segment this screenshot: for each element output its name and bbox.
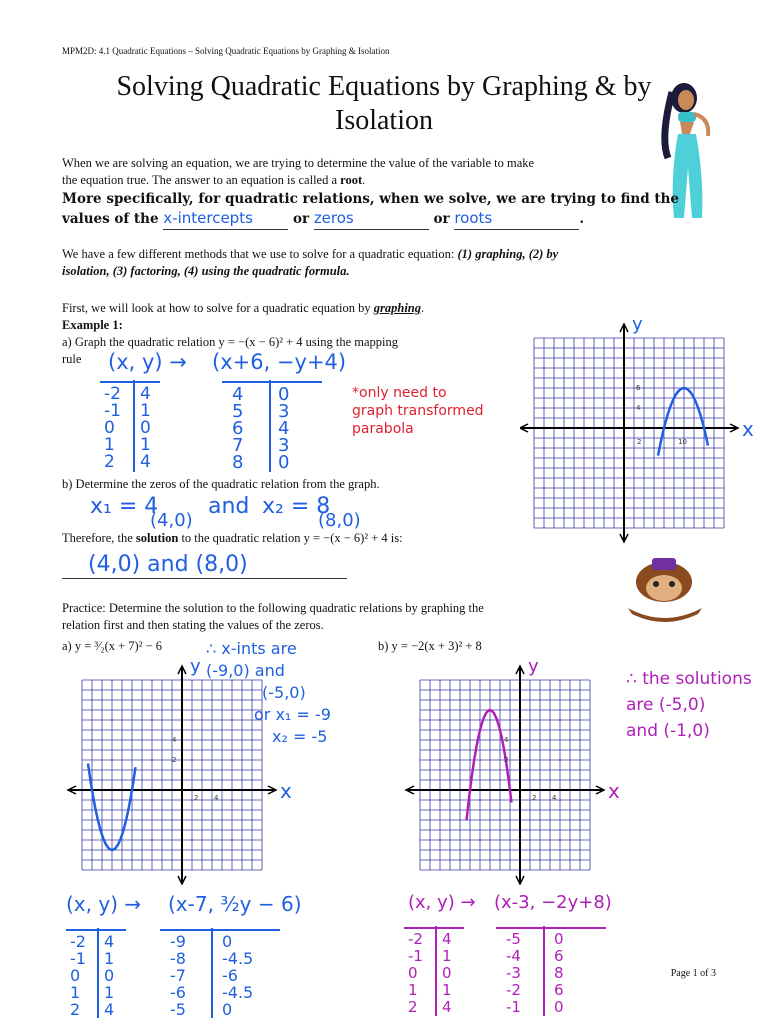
practice-b-map-right: (x-3, −2y+8)	[494, 892, 612, 913]
table-cell: 0	[278, 452, 290, 473]
tick-label: 2	[532, 794, 537, 802]
y-axis-label: y	[632, 314, 643, 335]
practice-a-equation: a) y = ³⁄₂(x + 7)² − 6	[62, 639, 162, 653]
table-cell: 6	[554, 981, 564, 999]
monkey-illustration	[618, 548, 710, 628]
table-cell: 2	[104, 452, 115, 472]
table-cell: -3	[506, 964, 521, 982]
table-cell: 8	[554, 964, 564, 982]
table-cell: -4	[506, 947, 521, 965]
table-cell: -2	[104, 384, 121, 404]
table-cell: 4	[442, 930, 452, 948]
table-cell: -4.5	[222, 949, 254, 968]
zero-2: x₂ = 8	[262, 494, 331, 519]
table-cell: 0	[140, 418, 151, 438]
table-cell: 1	[140, 401, 151, 421]
table-cell: 1	[104, 949, 115, 968]
table-cell: 1	[104, 435, 115, 455]
example1-part-a: a) Graph the quadratic relation y = −(x − 6)² + 4 using the mapping rule	[62, 335, 399, 366]
table-cell: 2	[70, 1000, 81, 1019]
methods-paragraph: We have a few different methods that we use to solve for a quadratic equation: (1) graphing, (2) by isolation, (3) factoring, (4) using the quadratic formula.	[62, 247, 559, 278]
table-cell: -6	[222, 966, 238, 985]
table-cell: 6	[554, 947, 564, 965]
table-cell: -2	[70, 932, 86, 951]
practice-instructions: Practice: Determine the solution to the following quadratic relations by graphing the relation first and then stating the values of the zeros.	[62, 601, 484, 632]
table-cell: 4	[140, 384, 151, 404]
x-axis-label: x	[742, 417, 754, 441]
table-cell: 1	[442, 947, 452, 965]
zero-2-point: (8,0)	[318, 510, 361, 531]
table-cell: -2	[408, 930, 423, 948]
table-cell: -1	[104, 401, 121, 421]
intro-paragraph: When we are solving an equation, we are trying to determine the value of the variable to make the equation true. The answer to an equation is called a root.	[62, 156, 535, 187]
table-cell: 4	[140, 452, 151, 472]
answer-roots: roots	[454, 209, 493, 227]
table-cell: 4	[232, 384, 244, 405]
y-axis-label: y	[190, 656, 201, 677]
table-cell: 0	[278, 384, 290, 405]
answer-x-intercepts: x-intercepts	[163, 209, 253, 227]
x-axis-label: x	[280, 779, 292, 803]
tick-label: 4	[172, 736, 177, 744]
mapping-rule-right: (x+6, −y+4)	[212, 350, 347, 374]
intro-bold: More specifically, for quadratic relations, when we solve, we are trying to find the values of the x-intercepts or zeros or roots .	[62, 190, 682, 230]
table-cell: 1	[104, 983, 115, 1002]
table-cell: -5	[506, 930, 521, 948]
table-cell: -1	[408, 947, 423, 965]
solution-blank	[62, 552, 347, 579]
table-cell: 6	[232, 418, 244, 439]
practice-a-answer: ∴ x-ints are (-9,0) and (-5,0) or x₁ = -9 x₂ = -5	[206, 639, 331, 746]
example1-label: Example 1:	[62, 318, 123, 332]
practice-b-graph	[400, 650, 650, 885]
practice-b-map-left: (x, y) →	[408, 892, 476, 913]
y-axis-label: y	[528, 656, 539, 677]
document-header: MPM2D: 4.1 Quadratic Equations – Solving Quadratic Equations by Graphing & Isolation	[62, 46, 390, 56]
table-cell: -1	[70, 949, 86, 968]
table-cell: -4.5	[222, 983, 254, 1002]
table-cell: 5	[232, 401, 244, 422]
table-cell: -7	[170, 966, 186, 985]
practice-b-equation: b) y = −2(x + 3)² + 8	[378, 639, 482, 653]
table-cell: 0	[554, 930, 564, 948]
handwritten-note: *only need to graph transformed parabola	[352, 385, 484, 437]
table-cell: 0	[554, 998, 564, 1016]
page-title: Solving Quadratic Equations by Graphing & by Isolation	[116, 71, 652, 136]
tick-label: 4	[552, 794, 557, 802]
table-cell: 3	[278, 401, 290, 422]
table-cell: -8	[170, 949, 186, 968]
practice-a-map-right: (x-7, ³⁄₂y − 6)	[168, 892, 302, 916]
table-cell: 0	[442, 964, 452, 982]
tick-label: 2	[172, 756, 177, 764]
table-cell: -5	[170, 1000, 186, 1019]
therefore-line: Therefore, the solution to the quadratic relation y = −(x − 6)² + 4 is:	[62, 531, 403, 545]
tick-label: 2	[194, 794, 199, 802]
practice-a-map-left: (x, y) →	[66, 892, 142, 916]
and-word: and	[208, 494, 250, 519]
tick-label: 2	[504, 756, 509, 764]
tick-label: 4	[214, 794, 219, 802]
tick-label: 10	[678, 438, 687, 446]
table-cell: 8	[232, 452, 244, 473]
table-cell: 0	[222, 932, 233, 951]
example1-part-b: b) Determine the zeros of the quadratic relation from the graph.	[62, 477, 380, 491]
parabola-curve	[467, 710, 512, 820]
table-cell: 4	[104, 932, 115, 951]
tick-label: 6	[636, 384, 641, 392]
table-cell: 0	[104, 418, 115, 438]
table-cell: 2	[408, 998, 418, 1016]
table-cell: -6	[170, 983, 186, 1002]
graphing-intro: First, we will look at how to solve for a quadratic equation by graphing.	[62, 301, 425, 315]
table-cell: 0	[222, 1000, 233, 1019]
table-cell: -9	[170, 932, 186, 951]
x-axis-label: x	[608, 779, 620, 803]
table-cell: 1	[408, 981, 418, 999]
table-cell: 0	[70, 966, 81, 985]
table-cell: 1	[140, 435, 151, 455]
answer-zeros: zeros	[313, 209, 354, 227]
table-cell: 1	[70, 983, 81, 1002]
zero-1: x₁ = 4	[90, 494, 159, 519]
table-cell: 3	[278, 435, 290, 456]
mapping-rule-left: (x, y) →	[108, 350, 187, 374]
zero-1-point: (4,0)	[150, 510, 193, 531]
solution-answer: (4,0) and (8,0)	[88, 552, 248, 577]
tick-label: 2	[637, 438, 642, 446]
table-cell: -1	[506, 998, 521, 1016]
table-cell: 0	[408, 964, 418, 982]
practice-a-graph	[60, 650, 320, 885]
page-number: Page 1 of 3	[670, 968, 716, 979]
table-cell: 1	[442, 981, 452, 999]
table-cell: -2	[506, 981, 521, 999]
tick-label: 4	[504, 736, 509, 744]
practice-b-answer: ∴ the solutions are (-5,0) and (-1,0)	[626, 669, 752, 741]
table-cell: 4	[278, 418, 290, 439]
example1-graph	[520, 312, 760, 552]
table-cell: 7	[232, 435, 244, 456]
table-cell: 4	[442, 998, 452, 1016]
tick-label: 4	[636, 404, 641, 412]
table-cell: 0	[104, 966, 115, 985]
table-cell: 4	[104, 1000, 115, 1019]
